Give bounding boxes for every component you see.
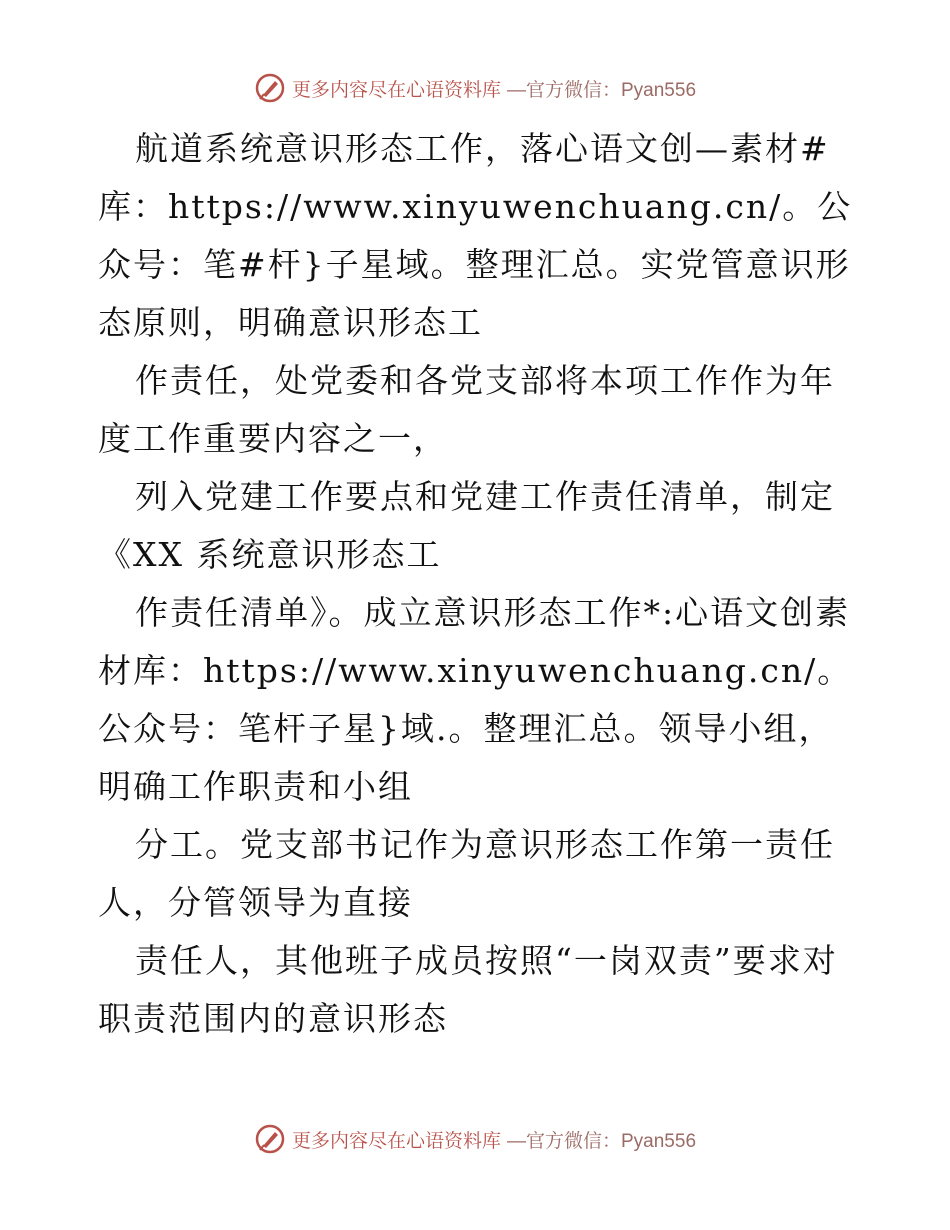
quill-circle-icon — [254, 72, 286, 104]
paragraph: 分工。党支部书记作为意识形态工作第一责任人，分管领导为直接 — [98, 825, 835, 922]
footer-watermark — [0, 1123, 950, 1155]
paragraph: 航道系统意识形态工作，落心语文创—素材#库：https://www.xinyuwenchuang.cn/。公众号：笔#杆}子星域。整理汇总。实党管意识形态原则，明确意识形态工 — [98, 129, 853, 342]
paragraph: 列入党建工作要点和党建工作责任清单，制定《XX 系统意识形态工 — [98, 477, 835, 574]
watermark-contact-text: —官方微信：Pyan556 — [507, 79, 697, 101]
document-body — [98, 120, 858, 1048]
paragraph: 作责任，处党委和各党支部将本项工作作为年度工作重要内容之一， — [98, 361, 835, 458]
watermark-site-text: 更多内容尽在心语资料库 — [291, 78, 501, 101]
header-watermark — [0, 72, 950, 104]
quill-circle-icon — [254, 1123, 286, 1155]
watermark-site-text: 更多内容尽在心语资料库 — [291, 1129, 501, 1152]
paragraph: 作责任清单》。成立意识形态工作*:心语文创素材库：https://www.xinyuwenchuang.cn/。公众号：笔杆子星}域.。整理汇总。领导小组，明确工作职责和小组 — [98, 593, 853, 806]
watermark-contact-text: —官方微信：Pyan556 — [507, 1130, 697, 1152]
paragraph: 责任人，其他班子成员按照“一岗双责”要求对职责范围内的意识形态 — [98, 941, 838, 1038]
